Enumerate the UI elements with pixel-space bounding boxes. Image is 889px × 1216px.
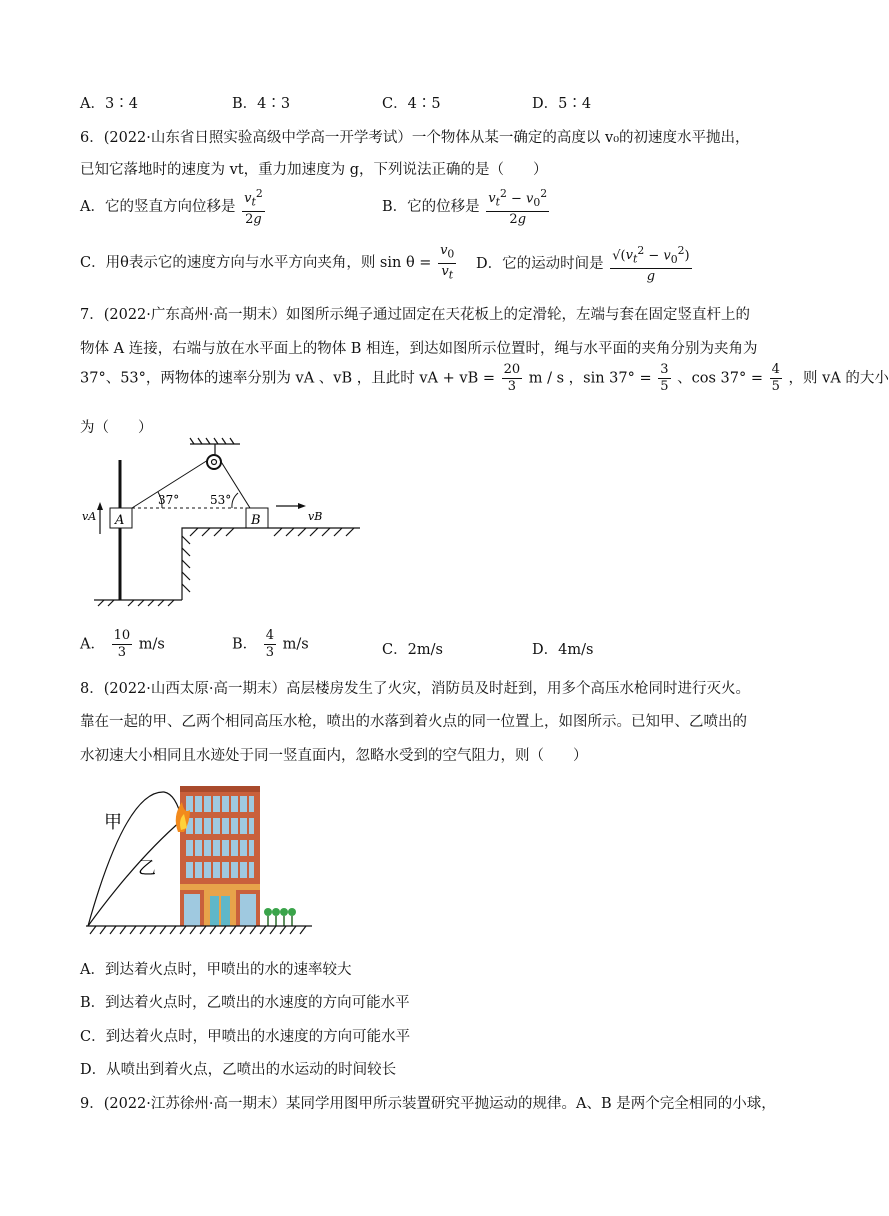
vb-label: vB <box>308 510 323 523</box>
q7-option-c: C．2m/s <box>382 642 443 658</box>
q7-option-a-unit: m/s <box>138 636 165 653</box>
q7-option-b-label: B． <box>232 636 258 653</box>
q5-option-b: B．4∶3 <box>232 96 291 112</box>
q5-option-d: D．5∶4 <box>532 96 592 112</box>
platform <box>182 528 360 600</box>
q6-option-c: C．用θ表示它的速度方向与水平方向夹角，则 sin θ = $\frac{v_0}{v_t}$ <box>80 243 455 282</box>
q7-option-b-unit: m/s <box>282 636 309 653</box>
q7-line3-d: ，则 vA 的大小 <box>788 370 889 387</box>
label-jia: 甲 <box>104 812 122 833</box>
q6-option-a: A．它的竖直方向位移是 $\frac{v_t^2}{2g}$ <box>80 187 263 227</box>
angle-37-label: 37° <box>158 493 180 507</box>
q7-option-a-label: A． <box>80 636 105 653</box>
q6-option-d: D．它的运动时间是 $\frac{√(v_t^2 - v_0^2)}{g}$ <box>476 244 690 284</box>
q7-stem-line2: 物体 A 连接，右端与放在水平面上的物体 B 相连，到达如图所示位置时，绳与水平面的夹角分别为夹角为 <box>80 341 758 357</box>
q7-stem-line3: 37°、53°，两物体的速率分别为 vA 、vB ，且此时 vA + vB = $\frac{20}{3}$ m / s ，sin 37° = $\frac{3}{5}$ 、cos 37° = $\frac{4}{5}$ ，则 vA 的大小 <box>80 362 889 394</box>
block-a-label: A <box>115 513 125 528</box>
q7-stem-line4: 为（ ） <box>80 420 153 436</box>
building <box>180 786 260 926</box>
q7-stem-line1: 7．(2022·广东高州·高一期末）如图所示绳子通过固定在天花板上的定滑轮，左端与套在固定竖直杆上的 <box>80 307 750 323</box>
q7-line3-c: 、cos 37° = <box>677 370 764 387</box>
q8-option-d: D．从喷出到着火点，乙喷出的水运动的时间较长 <box>80 1062 397 1078</box>
q6-stem-line2: 已知它落地时的速度为 vt，重力加速度为 g，下列说法正确的是（ ） <box>80 162 548 178</box>
q9-stem-line1: 9．(2022·江苏徐州·高一期末）某同学用图甲所示装置研究平抛运动的规律。A、B 是两个完全相同的小球， <box>80 1096 776 1112</box>
q6-option-d-text: D．它的运动时间是 <box>476 255 604 272</box>
pulley <box>207 455 221 469</box>
q5-option-a: A．3∶4 <box>80 96 138 112</box>
q6-option-b: B．它的位移是 $\frac{v_t^2 - v_0^2}{2g}$ <box>382 187 548 227</box>
block-b-label: B <box>251 513 261 528</box>
q8-option-a: A．到达着火点时，甲喷出的水的速率较大 <box>80 962 352 978</box>
q8-building-diagram <box>86 770 316 940</box>
q7-line3-b: m / s ，sin 37° = <box>528 370 652 387</box>
trajectory-yi <box>88 820 182 926</box>
angle-53-label: 53° <box>210 493 232 507</box>
q8-option-c: C．到达着火点时，甲喷出的水速度的方向可能水平 <box>80 1029 411 1045</box>
ground-hatch <box>86 926 312 934</box>
q7-option-a: A． $\frac{10}{3}$ m/s <box>80 628 165 660</box>
q8-stem-line2: 靠在一起的甲、乙两个相同高压水枪，喷出的水落到着火点的同一位置上，如图所示。已知甲、乙喷出的 <box>80 714 747 730</box>
q8-option-b: B．到达着火点时，乙喷出的水速度的方向可能水平 <box>80 995 410 1011</box>
q5-option-c: C．4∶5 <box>382 96 441 112</box>
q7-option-d: D．4m/s <box>532 642 594 658</box>
q6-stem-line1: 6．(2022·山东省日照实验高级中学高一开学考试）一个物体从某一确定的高度以 v₀的初速度水平抛出， <box>80 130 750 146</box>
q6-option-c-text: C．用θ表示它的速度方向与水平方向夹角，则 sin θ = <box>80 255 432 272</box>
trajectory-jia <box>88 792 182 926</box>
q6-option-b-text: B．它的位移是 <box>382 198 480 215</box>
va-label: vA <box>82 510 97 523</box>
q8-stem-line3: 水初速大小相同且水迹处于同一竖直面内，忽略水受到的空气阻力，则（ ） <box>80 748 588 764</box>
q8-stem-line1: 8．(2022·山西太原·高一期末）高层楼房发生了火灾，消防员及时赶到，用多个高压水枪同时进行灭火。 <box>80 681 750 697</box>
q7-line3-a: 37°、53°，两物体的速率分别为 vA 、vB ，且此时 vA + vB = <box>80 370 495 387</box>
trees <box>264 908 296 926</box>
ground <box>94 600 182 606</box>
q7-option-b: B． $\frac{4}{3}$ m/s <box>232 628 309 660</box>
q7-pulley-diagram <box>80 440 370 610</box>
q6-option-a-text: A．它的竖直方向位移是 <box>80 198 236 215</box>
label-yi: 乙 <box>138 858 156 879</box>
ceiling <box>190 438 240 454</box>
